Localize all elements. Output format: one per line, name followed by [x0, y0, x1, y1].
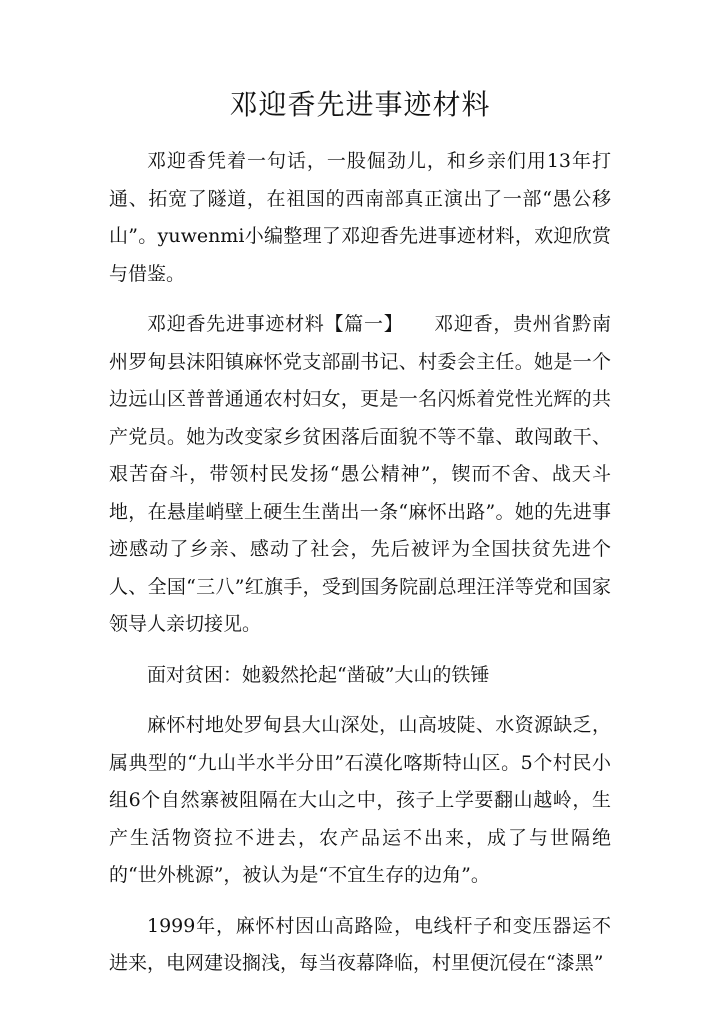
- electricity-paragraph: 1999年，麻怀村因山高路险，电线杆子和变压器运不进来，电网建设搁浅，每当夜幕降临，村里便沉侵在“漆黑”: [109, 914, 611, 974]
- section-body: 邓迎香，贵州省黔南州罗甸县沫阳镇麻怀党支部副书记、村委会主任。她是一个边远山区普普通通农村妇女，更是一名闪烁着党性光辉的共产党员。她为改变家乡贫困落后面貌不等不靠、敢闯敢干、艰苦奋斗，带领村民发扬“愚公精神”，锲而不舍、战天斗地，在悬崖峭壁上硬生生凿出一条“麻怀出路”。她的先进事迹感动了乡亲、感动了社会，先后被评为全国扶贫先进个人、全国“三八”红旗手，受到国务院副总理汪洋等党和国家领导人亲切接见。: [109, 313, 611, 635]
- section-heading: 邓迎香先进事迹材料【篇一】: [147, 313, 404, 335]
- village-paragraph: 麻怀村地处罗甸县大山深处，山高坡陡、水资源缺乏，属典型的“九山半水半分田”石漠化喀斯特山区。5个村民小组6个自然寨被阻隔在大山之中，孩子上学要翻山越岭，生产生活物资拉不进去，农产品运不出来，成了与世隔绝的“世外桃源”，被认为是“不宜生存的边角”。: [109, 714, 611, 886]
- intro-paragraph: 邓迎香凭着一句话，一股倔劲儿，和乡亲们用13年打通、拓宽了隧道，在祖国的西南部真正演出了一部“愚公移山”。yuwenmi小编整理了邓迎香先进事迹材料，欢迎欣赏与借鉴。: [109, 150, 611, 285]
- document-title: 邓迎香先进事迹材料: [229, 88, 491, 121]
- section-paragraph: [109, 306, 611, 644]
- subheading-paragraph: 面对贫困：她毅然抡起“凿破”大山的铁锤: [147, 663, 490, 686]
